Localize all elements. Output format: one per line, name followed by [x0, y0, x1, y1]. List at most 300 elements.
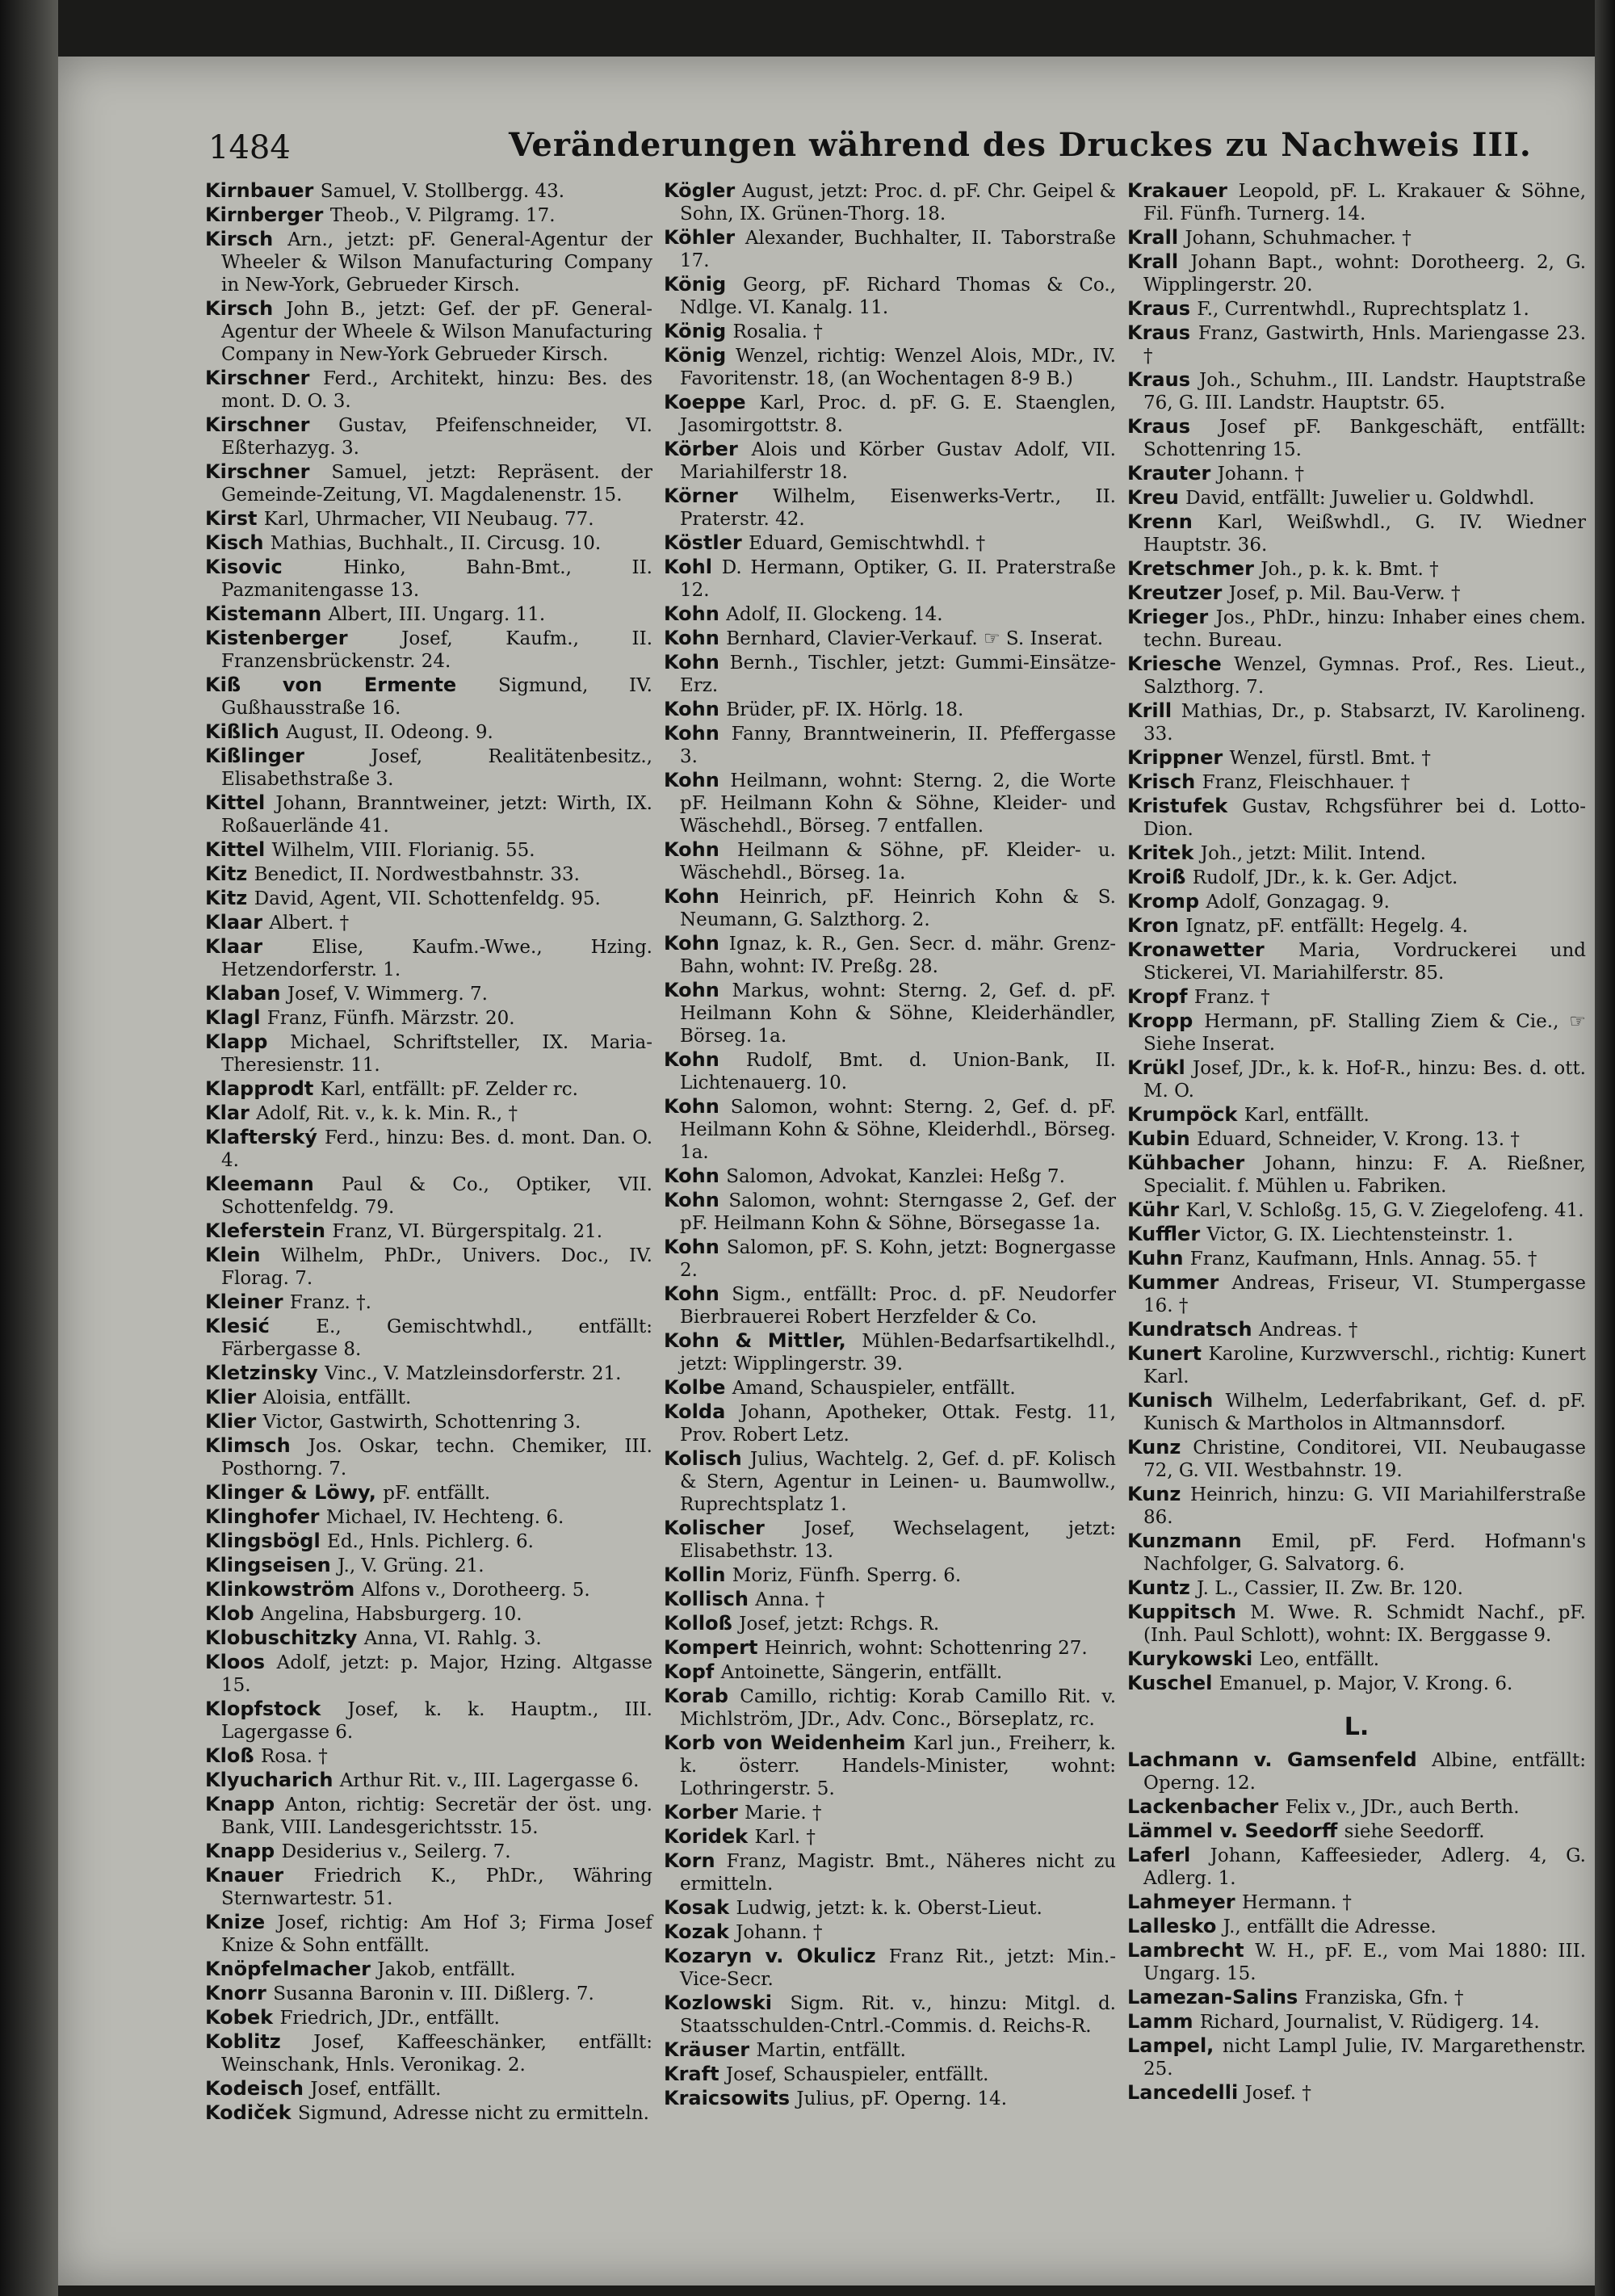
directory-entry	[205, 1077, 652, 1101]
entry-text: Josef, Kaufm., II. Franzensbrückenstr. 24.	[221, 628, 653, 672]
entry-name: Kisovic	[205, 556, 344, 578]
directory-entry	[1127, 368, 1586, 414]
entry-name: Krenn	[1127, 510, 1218, 533]
directory-entry	[1127, 1271, 1586, 1317]
directory-entry	[1127, 1986, 1586, 2009]
directory-entry	[205, 1291, 652, 1314]
entry-name: Kohn	[664, 932, 729, 955]
directory-entry	[205, 982, 652, 1005]
directory-entry	[1127, 1056, 1586, 1102]
entry-name: Kirnbauer	[205, 179, 321, 202]
directory-entry	[1127, 653, 1586, 699]
entry-text: Martin, entfällt.	[756, 2040, 906, 2061]
entry-name: Kubin	[1127, 1127, 1198, 1150]
entry-text: Johann. †	[1217, 464, 1304, 485]
directory-entry	[664, 979, 1116, 1047]
entry-text: Karoline, Kurzwverschl., richtig: Kunert Karl.	[1143, 1344, 1586, 1387]
entry-text: Richard, Journalist, V. Rüdigerg. 14.	[1199, 2012, 1540, 2033]
directory-entry	[664, 769, 1116, 837]
entry-name: Korber	[664, 1801, 745, 1824]
directory-entry	[664, 932, 1116, 978]
directory-entry	[205, 1578, 652, 1601]
entry-name: Kletzinsky	[205, 1362, 325, 1384]
directory-entry	[205, 1602, 652, 1626]
column-right	[1127, 179, 1586, 2105]
directory-entry	[1127, 1820, 1586, 1843]
entry-text: Friedrich, JDr., entfällt.	[279, 2008, 500, 2029]
entry-text: August, II. Odeong. 9.	[286, 722, 493, 743]
entry-text: Leo, entfällt.	[1259, 1649, 1380, 1670]
entry-text: Leopold, pF. L. Krakauer & Söhne, Fil. Fünfh. Turnerg. 14.	[1143, 181, 1587, 225]
entry-text: Josef, V. Wimmerg. 7.	[287, 984, 488, 1005]
directory-entry	[205, 1982, 652, 2005]
entry-name: Kriesche	[1127, 653, 1235, 675]
entry-text: Johann Bapt., wohnt: Dorotheerg. 2, G. Wipplingerstr. 20.	[1143, 252, 1587, 296]
entry-text: Heinrich, pF. Heinrich Kohn & S. Neumann, G. Salzthorg. 2.	[680, 887, 1116, 930]
entry-name: Krükl	[1127, 1056, 1193, 1079]
entry-text: Franz, Fünfh. Märzstr. 20.	[266, 1008, 515, 1029]
entry-text: W. H., pF. E., vom Mai 1880: III. Ungarg. 15.	[1143, 1941, 1586, 1984]
entry-name: Kobek	[205, 2006, 280, 2029]
directory-entry	[1127, 297, 1586, 321]
entry-name: Kodeisch	[205, 2077, 311, 2100]
directory-entry	[1127, 1436, 1586, 1482]
entry-text: Andreas, Friseur, VI. Stumpergasse 16. †	[1143, 1273, 1586, 1316]
entry-text: Josef, JDr., k. k. Hof-R., hinzu: Bes. d. ott. M. O.	[1143, 1058, 1586, 1102]
entry-text: Franz, Fleischhauer. †	[1202, 772, 1411, 793]
entry-name: König	[664, 320, 733, 342]
entry-name: Koeppe	[664, 391, 760, 413]
entry-name: Knauer	[205, 1864, 314, 1887]
entry-text: David, entfällt: Juwelier u. Goldwhdl.	[1185, 488, 1535, 509]
entry-text: Felix v., JDr., auch Berth.	[1285, 1797, 1520, 1818]
entry-text: Amand, Schauspieler, entfällt.	[732, 1378, 1016, 1399]
book-spine-shadow	[0, 0, 58, 2296]
entry-text: Karl, entfällt: pF. Zelder rc.	[320, 1079, 578, 1100]
entry-text: Sigmund, Adresse nicht zu ermitteln.	[297, 2103, 649, 2124]
entry-name: Kolbe	[664, 1376, 732, 1399]
entry-text: Hinko, Bahn-Bmt., II. Pazmanitengasse 13.	[221, 557, 652, 601]
entry-name: Kurykowski	[1127, 1647, 1260, 1670]
directory-entry	[205, 2077, 652, 2101]
entry-text: Ed., Hnls. Pichlerg. 6.	[327, 1531, 534, 1552]
entry-name: Kropp	[1127, 1009, 1205, 1032]
entry-text: Mathias, Dr., p. Stabsarzt, IV. Karolineng. 33.	[1143, 701, 1586, 745]
directory-entry	[1127, 1103, 1586, 1127]
entry-text: Rudolf, Bmt. d. Union-Bank, II. Lichtenauerg. 10.	[680, 1050, 1116, 1093]
entry-text: Josef, entfällt.	[310, 2079, 442, 2100]
entry-text: Josef, Wechselagent, jetzt: Elisabethstr. 13.	[680, 1518, 1116, 1562]
entry-text: John B., jetzt: Gef. der pF. General-Agentur der Wheele & Wilson Manufacturing Company in New-York Gebrueder Kirsch.	[221, 299, 652, 365]
directory-entry	[1127, 770, 1586, 794]
entry-text: Wenzel, Gymnas. Prof., Res. Lieut., Salzthorg. 7.	[1143, 654, 1586, 698]
entry-text: Benedict, II. Nordwestbahnstr. 33.	[254, 864, 580, 885]
directory-entry	[205, 745, 652, 791]
directory-entry	[205, 1410, 652, 1433]
entry-text: pF. entfällt.	[383, 1483, 491, 1504]
entry-name: Kuhn	[1127, 1247, 1190, 1270]
entry-name: Kiß von Ermente	[205, 674, 498, 696]
directory-entry	[205, 1505, 652, 1529]
entry-text: siehe Seedorff.	[1344, 1821, 1485, 1842]
entry-name: Kolloß	[664, 1612, 740, 1635]
entry-name: Kleferstein	[205, 1219, 333, 1242]
directory-entry	[1127, 581, 1586, 605]
entry-name: Kisch	[205, 531, 271, 554]
entry-text: Joh., jetzt: Milit. Intend.	[1200, 843, 1427, 864]
directory-entry	[664, 1329, 1116, 1375]
entry-text: Josef pF. Bankgeschäft, entfällt: Schottenring 15.	[1143, 417, 1586, 460]
entry-name: Krall	[1127, 226, 1185, 249]
directory-entry	[664, 438, 1116, 484]
entry-text: Rosa. †	[260, 1746, 328, 1767]
page-number: 1484	[208, 129, 291, 166]
directory-entry	[1127, 321, 1586, 367]
directory-entry	[1127, 1342, 1586, 1388]
directory-entry	[1127, 699, 1586, 745]
entry-text: Hermann. †	[1241, 1892, 1352, 1913]
directory-entry	[1127, 1389, 1586, 1435]
entry-name: Klier	[205, 1410, 263, 1433]
entry-name: Lämmel v. Seedorff	[1127, 1820, 1344, 1842]
entry-name: Kohl	[664, 556, 722, 578]
entry-name: Knapp	[205, 1793, 286, 1815]
entry-text: Karl, entfällt.	[1244, 1105, 1370, 1126]
directory-entry	[664, 651, 1116, 697]
entry-text: Arn., jetzt: pF. General-Agentur der Wheeler & Wilson Manufacturing Company in New-York, Gebrueder Kirsch.	[221, 229, 652, 296]
entry-text: Josef, richtig: Am Hof 3; Firma Josef Knize & Sohn entfällt.	[221, 1912, 653, 1956]
entry-text: Franz Rit., jetzt: Min.-Vice-Secr.	[680, 1946, 1116, 1990]
directory-entry	[664, 1189, 1116, 1235]
directory-entry	[664, 1849, 1116, 1895]
entry-name: Kolischer	[664, 1517, 804, 1539]
directory-entry	[205, 1627, 652, 1650]
directory-entry	[664, 2038, 1116, 2062]
entry-text: F., Currentwhdl., Ruprechtsplatz 1.	[1197, 299, 1529, 320]
directory-entry	[664, 1095, 1116, 1164]
entry-name: Kristufek	[1127, 795, 1243, 817]
entry-name: Klafterský	[205, 1126, 325, 1148]
directory-entry	[205, 531, 652, 555]
entry-text: Albert, III. Ungarg. 11.	[328, 604, 546, 625]
directory-entry	[205, 367, 652, 413]
directory-entry	[205, 887, 652, 910]
directory-entry	[1127, 1915, 1586, 1938]
directory-entry	[664, 1896, 1116, 1920]
entry-name: Kißlinger	[205, 745, 371, 767]
entry-name: Kirst	[205, 507, 264, 530]
entry-name: Kolisch	[664, 1447, 750, 1470]
directory-entry	[664, 1400, 1116, 1446]
directory-entry	[205, 1744, 652, 1768]
page-header	[145, 123, 1591, 171]
entry-text: Eduard, Schneider, V. Krong. 13. †	[1197, 1129, 1520, 1150]
entry-text: Sigm. Rit. v., hinzu: Mitgl. d. Staatsschulden-Cntrl.-Commis. d. Reichs-R.	[680, 1993, 1116, 2037]
entry-name: Kolda	[664, 1400, 740, 1423]
directory-entry	[664, 1282, 1116, 1328]
directory-entry	[205, 935, 652, 981]
entry-text: Jakob, entfällt.	[377, 1959, 516, 1980]
directory-entry	[205, 1840, 652, 1863]
directory-entry	[1127, 1844, 1586, 1890]
directory-entry	[664, 602, 1116, 626]
entry-text: Wenzel, richtig: Wenzel Alois, MDr., IV. Favoritenstr. 18, (an Wochentagen 8-9 B.)	[680, 346, 1116, 389]
entry-name: Krieger	[1127, 606, 1216, 628]
entry-name: Kuppitsch	[1127, 1601, 1251, 1623]
entry-name: König	[664, 273, 744, 296]
directory-entry	[1127, 1247, 1586, 1270]
entry-name: Kirschner	[205, 367, 323, 389]
directory-entry	[664, 1447, 1116, 1516]
entry-text: Joh., p. k. k. Bmt. †	[1261, 559, 1439, 580]
entry-text: Ignaz, k. R., Gen. Secr. d. mähr. Grenz-Bahn, wohnt: IV. Preßg. 28.	[680, 934, 1116, 977]
entry-name: Knapp	[205, 1840, 282, 1862]
entry-text: Victor, G. IX. Liechtensteinstr. 1.	[1206, 1224, 1513, 1245]
directory-entry	[664, 1825, 1116, 1849]
directory-entry	[664, 226, 1116, 272]
entry-name: Kistenberger	[205, 627, 402, 649]
entry-text: J., V. Grüng. 21.	[338, 1555, 484, 1576]
entry-name: Kohn	[664, 979, 732, 1001]
entry-name: Kohn	[664, 769, 731, 791]
entry-name: Kraicsowits	[664, 2087, 797, 2109]
entry-text: Fanny, Branntweinerin, II. Pfeffergasse 3.	[680, 724, 1116, 767]
entry-text: Friedrich K., PhDr., Währing Sternwartestr. 51.	[221, 1866, 652, 1909]
directory-entry	[1127, 2010, 1586, 2034]
entry-name: Kloß	[205, 1744, 261, 1767]
directory-entry	[205, 1769, 652, 1792]
entry-text: Arthur Rit. v., III. Lagergasse 6.	[339, 1770, 640, 1791]
entry-text: Paul & Co., Optiker, VII. Schottenfeldg. 79.	[221, 1174, 652, 1218]
directory-entry	[664, 1992, 1116, 2038]
entry-text: Antoinette, Sängerin, entfällt.	[720, 1662, 1003, 1683]
directory-entry	[205, 791, 652, 837]
entry-name: Kodiček	[205, 2101, 298, 2124]
entry-name: Klar	[205, 1102, 257, 1124]
entry-text: Angelina, Habsburgerg. 10.	[260, 1604, 522, 1625]
entry-name: Kohn	[664, 1048, 746, 1071]
entry-name: Kron	[1127, 914, 1186, 937]
directory-entry	[205, 413, 652, 460]
entry-text: Karl. †	[754, 1827, 816, 1848]
directory-entry	[664, 1685, 1116, 1731]
directory-entry	[664, 1636, 1116, 1660]
entry-text: Jos., PhDr., hinzu: Inhaber eines chem. techn. Bureau.	[1143, 607, 1586, 651]
entry-text: Maria, Vordruckerei und Stickerei, VI. Mariahilferstr. 85.	[1143, 940, 1586, 984]
entry-text: Michael, IV. Hechteng. 6.	[325, 1507, 564, 1528]
entry-name: König	[664, 344, 736, 367]
entry-name: Korn	[664, 1849, 727, 1872]
entry-text: Hermann, pF. Stalling Ziem & Cie., ☞ Siehe Inserat.	[1143, 1011, 1586, 1055]
directory-entry	[205, 1219, 652, 1243]
entry-name: Klinger & Löwy,	[205, 1481, 384, 1504]
directory-entry	[205, 2006, 652, 2029]
directory-entry	[205, 1030, 652, 1077]
entry-name: Klaban	[205, 982, 287, 1005]
entry-name: Kitz	[205, 887, 254, 909]
directory-entry	[205, 1651, 652, 1697]
entry-text: Markus, wohnt: Sterng. 2, Gef. d. pF. Heilmann Kohn & Söhne, Kleiderhändler, Börseg. 1a.	[680, 980, 1116, 1047]
entry-text: Joh., Schuhm., III. Landstr. Hauptstraße 76, G. III. Landstr. Hauptstr. 65.	[1143, 370, 1586, 413]
entry-name: Klimsch	[205, 1434, 308, 1457]
entry-text: Alois und Körber Gustav Adolf, VII. Mariahilferstr 18.	[680, 439, 1116, 483]
directory-entry	[205, 2101, 652, 2125]
directory-entry	[664, 1920, 1116, 1944]
directory-entry	[664, 556, 1116, 602]
directory-entry	[664, 1376, 1116, 1400]
entry-text: Wilhelm, Lederfabrikant, Gef. d. pF. Kunisch & Martholos in Altmannsdorf.	[1143, 1391, 1586, 1434]
entry-name: Kropf	[1127, 985, 1194, 1008]
entry-text: Marie. †	[745, 1803, 822, 1824]
entry-name: Klinghofer	[205, 1505, 326, 1528]
entry-name: Kronawetter	[1127, 938, 1299, 961]
directory-entry	[664, 1165, 1116, 1188]
entry-text: Christine, Conditorei, VII. Neubaugasse 72, G. VII. Westbahnstr. 19.	[1143, 1438, 1586, 1481]
entry-text: Salomon, pF. S. Kohn, jetzt: Bognergasse 2.	[680, 1237, 1116, 1281]
entry-name: Kohn	[664, 838, 738, 861]
entry-name: Kohn	[664, 1189, 729, 1211]
directory-entry	[1127, 1647, 1586, 1671]
directory-entry	[205, 507, 652, 531]
entry-name: Koridek	[664, 1825, 755, 1848]
directory-entry	[1127, 1748, 1586, 1794]
directory-entry	[664, 698, 1116, 721]
entry-text: Victor, Gastwirth, Schottenring 3.	[262, 1412, 581, 1433]
directory-entry	[205, 1911, 652, 1957]
entry-name: Kirsch	[205, 228, 288, 250]
directory-entry	[205, 627, 652, 673]
directory-entry	[1127, 462, 1586, 485]
directory-entry	[205, 556, 652, 602]
directory-entry	[1127, 795, 1586, 841]
entry-text: Franz. †.	[289, 1292, 371, 1313]
directory-entry	[205, 2030, 652, 2076]
directory-entry	[1127, 2034, 1586, 2080]
entry-name: Körner	[664, 485, 774, 507]
directory-entry	[205, 460, 652, 506]
directory-entry	[205, 204, 652, 227]
directory-entry	[664, 627, 1116, 650]
entry-text: Josef. †	[1244, 2083, 1311, 2104]
entry-name: Lackenbacher	[1127, 1795, 1286, 1818]
entry-name: Klaar	[205, 911, 270, 934]
directory-entry	[1127, 1223, 1586, 1246]
entry-text: Theob., V. Pilgramg. 17.	[329, 205, 556, 226]
directory-entry	[205, 1244, 652, 1290]
entry-name: Kunz	[1127, 1483, 1191, 1505]
entry-text: Susanna Baronin v. III. Dißlerg. 7.	[273, 1983, 594, 2004]
entry-name: Kunisch	[1127, 1389, 1226, 1412]
directory-entry	[664, 1731, 1116, 1800]
entry-name: Kompert	[664, 1636, 765, 1659]
entry-text: Samuel, jetzt: Repräsent. der Gemeinde-Zeitung, VI. Magdalenenstr. 15.	[221, 462, 652, 506]
directory-entry	[205, 863, 652, 886]
entry-text: Sigmund, IV. Gußhausstraße 16.	[221, 675, 652, 719]
entry-text: Brüder, pF. IX. Hörlg. 18.	[726, 699, 964, 720]
entry-text: Jos. Oskar, techn. Chemiker, III. Posthorng. 7.	[221, 1436, 652, 1480]
entry-name: Kirschner	[205, 460, 332, 483]
entry-name: Klyucharich	[205, 1769, 340, 1791]
entry-name: Kummer	[1127, 1271, 1232, 1294]
directory-entry	[664, 1236, 1116, 1282]
entry-name: Klopfstock	[205, 1698, 348, 1720]
entry-name: Krill	[1127, 699, 1181, 722]
entry-text: M. Wwe. R. Schmidt Nachf., pF. (Inh. Paul Schlott), wohnt: IX. Berggasse 9.	[1143, 1602, 1586, 1646]
entry-text: Heilmann & Söhne, pF. Kleider- u. Wäschehdl., Börseg. 1a.	[680, 840, 1116, 884]
entry-text: Johann, Schuhmacher. †	[1185, 228, 1412, 249]
entry-text: Wilhelm, VIII. Florianig. 55.	[271, 840, 535, 861]
entry-name: Kozlowski	[664, 1992, 791, 2014]
entry-name: Kuschel	[1127, 1672, 1219, 1694]
entry-name: Kreutzer	[1127, 581, 1229, 604]
directory-entry	[205, 1386, 652, 1409]
entry-text: Anton, richtig: Secretär der öst. ung. Bank, VIII. Landesgerichtsstr. 15.	[221, 1794, 652, 1838]
entry-name: Kühbacher	[1127, 1152, 1265, 1174]
entry-text: Wilhelm, PhDr., Univers. Doc., IV. Florag. 7.	[221, 1245, 652, 1289]
entry-text: Johann, hinzu: F. A. Rießner, Specialit. f. Mühlen u. Fabriken.	[1143, 1153, 1586, 1197]
directory-entry	[1127, 226, 1586, 250]
entry-name: Kollisch	[664, 1588, 756, 1610]
directory-entry	[1127, 985, 1586, 1009]
entry-name: Kohn	[664, 602, 727, 625]
entry-name: Klapp	[205, 1030, 291, 1053]
entry-name: Kretschmer	[1127, 557, 1261, 580]
entry-name: Klesić	[205, 1315, 317, 1337]
entry-text: Andreas. †	[1258, 1320, 1358, 1341]
directory-entry	[1127, 179, 1586, 225]
entry-name: Kunz	[1127, 1436, 1193, 1459]
directory-entry	[1127, 938, 1586, 984]
directory-entry	[205, 1530, 652, 1553]
directory-entry	[205, 1173, 652, 1219]
directory-entry	[1127, 914, 1586, 938]
entry-text: Julius, Wachtelg. 2, Gef. d. pF. Kolisch & Stern, Agentur in Leinen- u. Baumwollw., Ruprechtsplatz 1.	[680, 1449, 1116, 1515]
directory-entry	[1127, 1672, 1586, 1695]
entry-name: Klobuschitzky	[205, 1627, 364, 1649]
entry-text: Anna, VI. Rahlg. 3.	[363, 1628, 542, 1649]
directory-entry	[205, 1698, 652, 1744]
directory-entry	[1127, 1152, 1586, 1198]
entry-name: Lahmeyer	[1127, 1891, 1242, 1913]
directory-entry	[205, 1481, 652, 1505]
entry-name: Lamm	[1127, 2010, 1200, 2033]
entry-name: Kohn	[664, 1095, 731, 1118]
entry-name: Krisch	[1127, 770, 1202, 793]
directory-entry	[664, 1588, 1116, 1611]
entry-text: Eduard, Gemischtwhdl. †	[749, 533, 986, 554]
directory-entry	[664, 1945, 1116, 1991]
entry-name: Knöpfelmacher	[205, 1958, 378, 1980]
entry-text: Ludwig, jetzt: k. k. Oberst-Lieut.	[736, 1898, 1042, 1919]
entry-text: Adolf, Gonzagag. 9.	[1206, 892, 1390, 913]
entry-text: Josef, k. k. Hauptm., III. Lagergasse 6.	[221, 1699, 652, 1743]
directory-entry	[205, 1126, 652, 1172]
entry-text: Rosalia. †	[732, 321, 823, 342]
entry-name: Kreu	[1127, 486, 1186, 509]
directory-entry	[205, 838, 652, 862]
directory-entry	[205, 720, 652, 744]
entry-text: Desiderius v., Seilerg. 7.	[281, 1841, 511, 1862]
entry-name: Kuffler	[1127, 1223, 1207, 1245]
directory-entry	[664, 531, 1116, 555]
directory-entry	[205, 911, 652, 934]
entry-name: Kohn	[664, 627, 727, 649]
entry-name: Kistemann	[205, 602, 329, 625]
entry-name: Lallesko	[1127, 1915, 1223, 1937]
entry-name: Kozak	[664, 1920, 736, 1943]
entry-text: Karl, V. Schloßg. 15, G. V. Ziegelofeng. 41.	[1185, 1200, 1584, 1221]
directory-entry	[1127, 415, 1586, 461]
